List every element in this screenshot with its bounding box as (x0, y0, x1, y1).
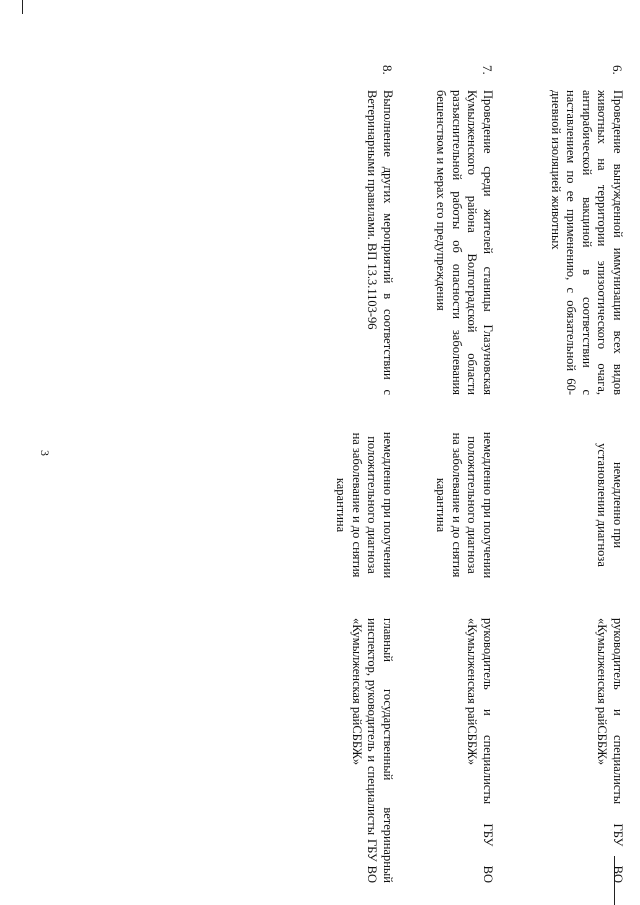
measure-cell: Выполнение других мероприятий в соответствии с Ветеринарными правилами. ВП 13.3.1103-96 (365, 90, 395, 395)
measure-cell: Проведение среди жителей станицы Глазуновская Кумылженского района Волгоградской области разъяснительной работы об опасности заболевания бешенством и мерах его предупреждения (434, 90, 495, 395)
row-number: 7. (480, 65, 495, 75)
term-cell: немедленно при установлении диагноза (595, 443, 625, 567)
row-number: 6. (610, 65, 625, 75)
term-cell: немедленно при получении положительного диагноза на заболевание и до снятия карантина (334, 431, 395, 579)
responsible-cell: руководитель и специалисты ГБУ ВО «Кумылженская райСББЖ» (595, 618, 625, 883)
responsible-cell: главный государственный ветеринарный инспектор, руководитель и специалисты ГБУ ВО «Кумылженская райСББЖ» (350, 618, 395, 883)
measure-cell: Проведение вынужденной иммунизации всех видов животных на территории эпизоотического очага, антирабической вакциной в соответствии с наставлением по ее применению, с обязательной 60-дневной изоляцией животных (549, 90, 625, 395)
bottom-edge-line (22, 0, 23, 14)
row-number: 8. (380, 65, 395, 75)
page-number: 3 (38, 450, 52, 456)
responsible-cell: руководитель и специалисты ГБУ ВО «Кумылженская райСББЖ» (465, 618, 495, 883)
term-cell: немедленно при получении положительного диагноза на заболевание и до снятия карантина (434, 431, 495, 579)
